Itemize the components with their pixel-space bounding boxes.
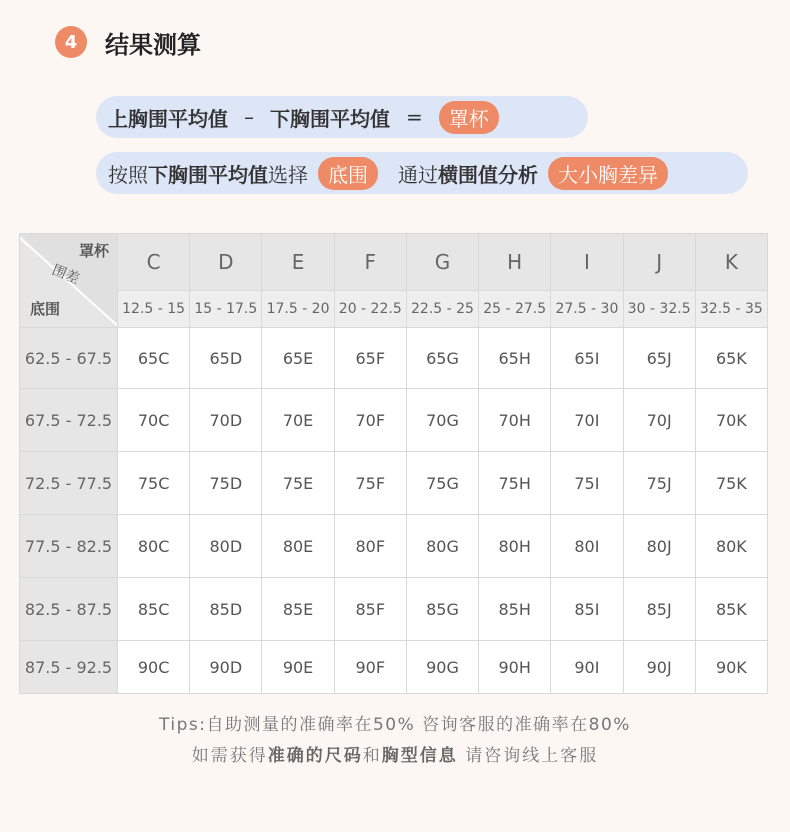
range-header: 32.5 - 35 — [695, 291, 767, 328]
size-cell: 90D — [190, 641, 262, 694]
formula2-text-1: 按照 — [108, 162, 148, 187]
size-cell: 85J — [623, 578, 695, 641]
size-cell: 85C — [118, 578, 190, 641]
size-cell: 75E — [262, 452, 334, 515]
table-row — [20, 389, 768, 452]
size-cell: 65E — [262, 328, 334, 389]
size-cell: 90G — [406, 641, 478, 694]
table-row — [20, 515, 768, 578]
size-cell: 90C — [118, 641, 190, 694]
range-header: 30 - 32.5 — [623, 291, 695, 328]
formula-equals: = — [406, 105, 423, 129]
band-label: 72.5 - 77.5 — [20, 452, 118, 515]
cup-header: K — [695, 234, 767, 291]
size-cell: 90E — [262, 641, 334, 694]
range-header: 27.5 - 30 — [551, 291, 623, 328]
cup-header: H — [479, 234, 551, 291]
range-header: 17.5 - 20 — [262, 291, 334, 328]
size-cell: 65K — [695, 328, 767, 389]
formula-minus: – — [244, 105, 254, 129]
size-cell: 80G — [406, 515, 478, 578]
tips2-emph-size: 准确的尺码 — [267, 746, 363, 766]
tips2-emph-shape: 胸型信息 — [381, 746, 458, 766]
size-cell: 75G — [406, 452, 478, 515]
size-cell: 70I — [551, 389, 623, 452]
table-row — [20, 578, 768, 641]
formula-upper-bust: 上胸围平均值 — [108, 106, 228, 131]
size-cell: 75D — [190, 452, 262, 515]
formula2-text-2: 下胸围平均值 — [148, 162, 268, 187]
table-corner — [20, 234, 118, 328]
size-cell: 85H — [479, 578, 551, 641]
size-cell: 75J — [623, 452, 695, 515]
band-label: 67.5 - 72.5 — [20, 389, 118, 452]
formula2-pill-band: 底围 — [318, 157, 378, 190]
size-cell: 90H — [479, 641, 551, 694]
tips-line-2 — [0, 741, 790, 766]
tips-line-1: Tips:自助测量的准确率在50% 咨询客服的准确率在80% — [159, 715, 631, 735]
size-cell: 75I — [551, 452, 623, 515]
size-cell: 90K — [695, 641, 767, 694]
size-cell: 70F — [334, 389, 406, 452]
size-cell: 75H — [479, 452, 551, 515]
size-cell: 75K — [695, 452, 767, 515]
band-label: 82.5 - 87.5 — [20, 578, 118, 641]
range-header: 12.5 - 15 — [118, 291, 190, 328]
size-cell: 70G — [406, 389, 478, 452]
size-cell: 85G — [406, 578, 478, 641]
formula-cup — [96, 96, 588, 138]
size-cell: 80D — [190, 515, 262, 578]
size-cell: 65I — [551, 328, 623, 389]
table-row — [20, 641, 768, 694]
range-header: 20 - 22.5 — [334, 291, 406, 328]
size-cell: 65F — [334, 328, 406, 389]
size-cell: 80F — [334, 515, 406, 578]
size-cell: 75C — [118, 452, 190, 515]
size-cell: 70C — [118, 389, 190, 452]
formula-band — [96, 152, 748, 194]
range-header: 25 - 27.5 — [479, 291, 551, 328]
size-cell: 70H — [479, 389, 551, 452]
size-cell: 70K — [695, 389, 767, 452]
cup-header: D — [190, 234, 262, 291]
cup-header: G — [406, 234, 478, 291]
size-cell: 85D — [190, 578, 262, 641]
cup-header: F — [334, 234, 406, 291]
cup-header: I — [551, 234, 623, 291]
formula2-text-4: 通过 — [398, 162, 438, 187]
range-header: 15 - 17.5 — [190, 291, 262, 328]
size-cell: 70J — [623, 389, 695, 452]
section-title: 结果测算 — [105, 30, 201, 59]
size-cell: 85K — [695, 578, 767, 641]
step-number-badge: 4 — [55, 26, 87, 58]
band-label: 77.5 - 82.5 — [20, 515, 118, 578]
table-row — [20, 452, 768, 515]
size-cell: 70E — [262, 389, 334, 452]
step-header — [55, 24, 201, 60]
corner-cup-label: 罩杯 — [78, 242, 109, 260]
size-cell: 80H — [479, 515, 551, 578]
tips2-text-c: 和 — [362, 746, 382, 766]
size-cell: 65D — [190, 328, 262, 389]
cup-header: E — [262, 234, 334, 291]
size-cell: 85F — [334, 578, 406, 641]
formula2-pill-diff: 大小胸差异 — [548, 157, 668, 190]
band-label: 87.5 - 92.5 — [20, 641, 118, 694]
corner-band-label: 底围 — [30, 300, 61, 318]
size-cell: 80E — [262, 515, 334, 578]
size-cell: 80K — [695, 515, 767, 578]
size-cell: 80I — [551, 515, 623, 578]
size-cell: 65G — [406, 328, 478, 389]
table-cup-row — [20, 234, 768, 291]
size-cell: 70D — [190, 389, 262, 452]
size-cell: 80J — [623, 515, 695, 578]
band-label: 62.5 - 67.5 — [20, 328, 118, 389]
table-row — [20, 328, 768, 389]
formula-under-bust: 下胸围平均值 — [270, 106, 390, 131]
size-cell: 65C — [118, 328, 190, 389]
size-cell: 85I — [551, 578, 623, 641]
tips2-text-e: 请咨询线上客服 — [457, 746, 599, 766]
size-cell: 85E — [262, 578, 334, 641]
size-cell: 65J — [623, 328, 695, 389]
size-cell: 75F — [334, 452, 406, 515]
table-range-row — [20, 291, 768, 328]
size-cell: 90I — [551, 641, 623, 694]
formula2-text-5: 横围值分析 — [438, 162, 538, 187]
cup-header: C — [118, 234, 190, 291]
formula2-text-3: 选择 — [268, 162, 308, 187]
corner-diff-label: 围差 — [49, 262, 82, 288]
cup-header: J — [623, 234, 695, 291]
size-table — [19, 233, 768, 694]
range-header: 22.5 - 25 — [406, 291, 478, 328]
formula-result-pill: 罩杯 — [439, 101, 499, 134]
size-cell: 80C — [118, 515, 190, 578]
size-cell: 65H — [479, 328, 551, 389]
size-cell: 90J — [623, 641, 695, 694]
tips2-text-a: 如需获得 — [191, 746, 268, 766]
size-cell: 90F — [334, 641, 406, 694]
